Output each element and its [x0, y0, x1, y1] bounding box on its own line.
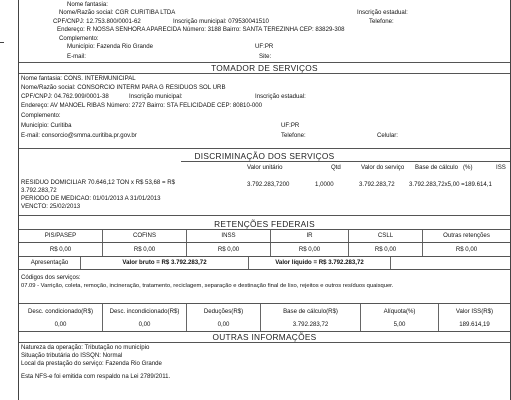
tomador-nome-fantasia: Nome fantasia: CONS. INTERMUNICIPAL	[21, 75, 136, 82]
retencao-header: CSLL	[349, 230, 423, 242]
tomador-cpf-cnpj: CPF/CNPJ: 04.762.909/0001-38	[21, 93, 109, 100]
divider	[19, 215, 510, 216]
prestador-razao-social: Nome/Razão social: CGR CURITIBA LTDA	[59, 9, 176, 16]
retencao-value: R$ 0,00	[349, 243, 423, 256]
local-prestacao: Local da prestação do serviço: Fazenda Rio Grande	[21, 360, 162, 367]
retencao-value: R$ 0,00	[187, 243, 271, 256]
divider	[19, 73, 510, 74]
totais-header: Deduções(R$)	[203, 308, 244, 315]
codigos-label: Códigos dos serviços:	[21, 274, 81, 281]
tomador-endereco: Endereço: AV MANOEL RIBAS Número: 2727 Bairro: STA FELICIDADE CEP: 80810-000	[21, 102, 263, 109]
divider	[181, 161, 510, 162]
totais-value: 0,00	[217, 321, 230, 328]
nfse-document	[18, 0, 511, 400]
tomador-title: TOMADOR DE SERVIÇOS	[211, 63, 318, 73]
desc-line-4: VENCTO: 25/02/2013	[21, 203, 81, 210]
prestador-endereco: Endereço: R NOSSA SENHORA APARECIDA Número: 3188 Bairro: SANTA TEREZINHA CEP: 83829-308	[57, 26, 345, 33]
valor-unitario: 3.792.283,7200	[247, 181, 290, 188]
base-calculo: 3.792.283,72x5,00 =189.614,1	[409, 181, 492, 188]
totais-header: Desc. incondicionado(R$)	[109, 308, 180, 315]
lei-respaldo: Esta NFS-e foi emitida com respaldo na Lei 2789/2011.	[21, 373, 171, 380]
tomador-uf: UF:PR	[281, 122, 300, 129]
header-pct: (%)	[463, 164, 473, 171]
tomador-celular: Celular:	[377, 132, 398, 139]
totais-col	[19, 304, 103, 331]
prestador-municipio: Município: Fazenda Rio Grande	[67, 43, 154, 50]
outras-title: OUTRAS INFORMAÇÕES	[212, 332, 317, 342]
prestador-uf: UF:PR	[255, 43, 274, 50]
tomador-razao-social: Nome/Razão social: CONSORCIO INTERM PARA G RESIDUOS SOL URB	[21, 84, 226, 91]
tomador-complemento: Complemento:	[21, 112, 61, 119]
prestador-email: E-mail:	[67, 53, 86, 60]
tomador-insc-municipal: Inscrição municipal:	[129, 93, 183, 100]
header-valor-unitario: Valor unitário	[247, 164, 283, 171]
prestador-complemento: Complemento:	[59, 35, 99, 42]
situacao-tributaria: Situação tributária do ISSQN: Normal	[21, 352, 123, 359]
totais-col	[261, 304, 361, 331]
tomador-email: E-mail: consorcio@smma.curitiba.pr.gov.br	[21, 132, 137, 139]
valor-servico: 3.792.283,72	[359, 181, 395, 188]
divider	[19, 148, 510, 149]
tomador-insc-estadual: Inscrição estadual:	[255, 93, 306, 100]
retencao-header: Outras retenções	[443, 232, 490, 239]
apresentacao-row	[19, 257, 510, 269]
prestador-telefone: Telefone:	[369, 18, 394, 25]
totais-value: 189.614,19	[459, 321, 490, 328]
natureza-operacao: Natureza da operação: Tributação no município	[21, 344, 150, 351]
totais-col	[103, 304, 187, 331]
codigos-text: 07.09 - Varrição, coleta, remoção, incineração, tratamento, reciclagem, separação e destinação final de lixo, rejeitos e outros resíduos quaisquer.	[21, 283, 394, 289]
prestador-cpf-cnpj: CPF/CNPJ: 12.753.800/0001-62	[53, 18, 141, 25]
desc-line-1: RESIDUO DOMICILIAR 70.646,12 TON x R$ 53,68 = R$	[21, 179, 176, 186]
retencao-header: COFINS	[103, 230, 187, 242]
qtd: 1,0000	[315, 181, 334, 188]
totais-header: Valor ISS(R$)	[455, 308, 494, 315]
retencao-value: R$ 0,00	[455, 246, 478, 253]
totais-value: 5,00	[393, 321, 406, 328]
prestador-insc-estadual: Inscrição estadual:	[357, 9, 408, 16]
retencoes-header-row	[19, 230, 510, 242]
totais-value: 3.792.283,72	[292, 321, 329, 328]
totais-value: 0,00	[54, 321, 67, 328]
desc-line-2: 3.792.283,72	[21, 187, 57, 194]
divider	[19, 269, 510, 270]
valor-liquido: Valor líquido = R$ 3.792.283,72	[249, 257, 391, 269]
retencao-value: R$ 0,00	[19, 243, 103, 256]
retencao-header: IR	[271, 230, 349, 242]
retencao-header: INSS	[187, 230, 271, 242]
tomador-telefone: Telefone:	[281, 132, 306, 139]
header-base-calculo: Base de cálculo	[415, 164, 459, 171]
retencoes-title: RETENÇÕES FEDERAIS	[214, 219, 315, 229]
apresentacao-label: Apresentação	[19, 257, 81, 269]
prestador-site: Site:	[259, 53, 272, 60]
valor-bruto: Valor bruto = R$ 3.792.283,72	[81, 257, 249, 269]
retencao-header: PIS/PASEP	[19, 230, 103, 242]
totais-table	[19, 304, 510, 331]
totais-col	[361, 304, 439, 331]
header-valor-servico: Valor do serviço	[361, 164, 405, 171]
prestador-insc-municipal: Inscrição municipal: 079530041510	[173, 18, 269, 25]
totais-col	[187, 304, 261, 331]
totais-value: 0,00	[138, 321, 151, 328]
totais-header: Alíquota(%)	[383, 308, 416, 315]
tomador-municipio: Município: Curitiba	[21, 122, 72, 129]
header-iss: ISS	[496, 164, 506, 171]
header-qtd: Qtd	[331, 164, 341, 171]
totais-col	[439, 304, 510, 331]
desc-line-3: PERIODO DE MEDICAO: 01/01/2013 A 31/01/2013	[21, 195, 161, 202]
retencao-value: R$ 0,00	[271, 243, 349, 256]
discriminacao-title: DISCRIMINAÇÃO DOS SERVIÇOS	[194, 151, 335, 161]
retencoes-values-row	[19, 243, 510, 256]
prestador-nome-fantasia: Nome fantasia:	[67, 1, 108, 8]
totais-header: Desc. condicionado(R$)	[27, 308, 94, 315]
retencao-value: R$ 0,00	[103, 243, 187, 256]
margin-tick	[0, 42, 4, 43]
totais-header: Base de cálculo(R$)	[283, 308, 338, 315]
empty-cell	[391, 257, 510, 269]
divider	[19, 342, 510, 343]
